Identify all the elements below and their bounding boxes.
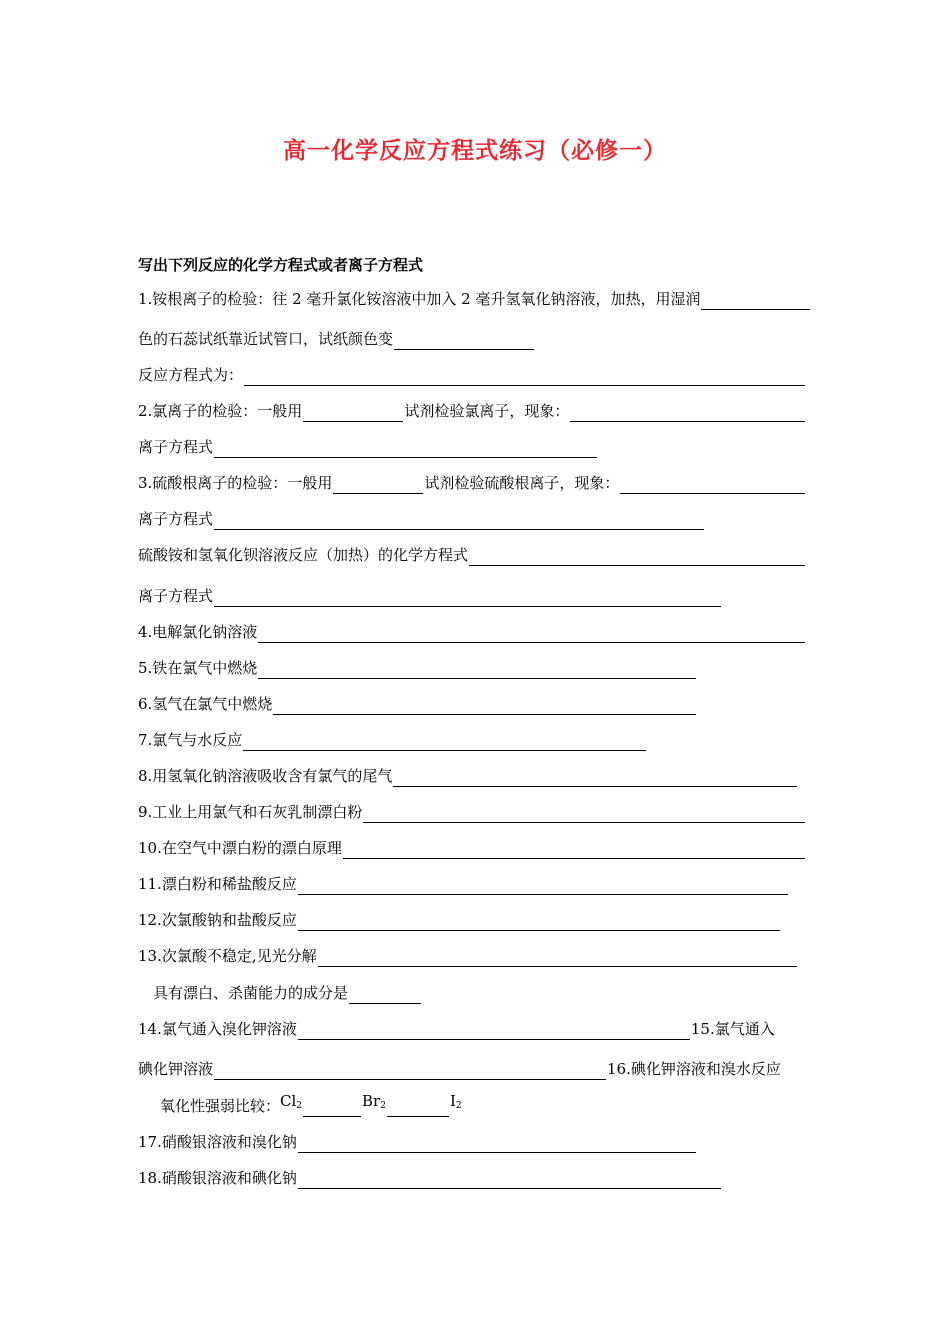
question-3-text-2: 试剂检验硫酸根离子，现象： (424, 474, 620, 492)
question-10 (138, 837, 806, 859)
answer-blank[interactable] (349, 987, 421, 1004)
answer-blank[interactable] (298, 1023, 690, 1040)
answer-blank[interactable] (387, 1100, 449, 1117)
question-11-text: 11.漂白粉和稀盐酸反应 (138, 875, 297, 893)
answer-blank[interactable] (469, 549, 805, 566)
question-2-text-2: 试剂检验氯离子，现象： (404, 402, 570, 420)
question-13-subtext: 具有漂白、杀菌能力的成分是 (153, 984, 349, 1002)
question-8 (138, 765, 798, 787)
question-18 (138, 1167, 722, 1189)
question-2-text: 2.氯离子的检验：一般用 (138, 402, 303, 420)
question-3-text-3: 硫酸铵和氢氧化钡溶液反应（加热）的化学方程式 (138, 546, 469, 564)
br-symbol: Br (362, 1092, 381, 1110)
page-title: 高一化学反应方程式练习（必修一） (283, 138, 667, 164)
question-2-line-1 (138, 400, 806, 422)
answer-blank[interactable] (214, 513, 704, 530)
answer-blank[interactable] (393, 770, 797, 787)
question-3-line-2 (138, 508, 705, 530)
question-3-line-1 (138, 472, 806, 494)
answer-blank[interactable] (343, 842, 805, 859)
question-2-line-2 (138, 436, 598, 458)
question-8-text: 8.用氢氧化钠溶液吸收含有氯气的尾气 (138, 767, 393, 785)
question-10-text: 10.在空气中漂白粉的漂白原理 (138, 839, 342, 857)
question-1-line-2 (138, 328, 535, 350)
question-18-text: 18.硝酸银溶液和碘化钠 (138, 1169, 297, 1187)
equation-label: 反应方程式为： (138, 366, 244, 384)
iodine-formula (450, 1090, 462, 1117)
answer-blank[interactable] (214, 441, 597, 458)
answer-blank[interactable] (318, 950, 797, 967)
answer-blank[interactable] (244, 369, 805, 386)
question-6 (138, 693, 697, 715)
answer-blank[interactable] (363, 806, 805, 823)
question-1-line-3 (138, 364, 806, 386)
question-16-text: 16.碘化钾溶液和溴水反应 (607, 1060, 781, 1078)
answer-blank[interactable] (570, 405, 805, 422)
question-3-text: 3.硫酸根离子的检验：一般用 (138, 474, 333, 492)
i-subscript: 2 (455, 1101, 462, 1111)
question-9 (138, 801, 806, 823)
question-6-text: 6.氢气在氯气中燃烧 (138, 695, 273, 713)
question-14-text: 14.氯气通入溴化钾溶液 (138, 1020, 297, 1038)
instruction-heading: 写出下列反应的化学方程式或者离子方程式 (138, 256, 424, 274)
answer-blank[interactable] (214, 1063, 606, 1080)
question-17 (138, 1131, 697, 1153)
answer-blank[interactable] (298, 878, 788, 895)
answer-blank[interactable] (258, 626, 805, 643)
answer-blank[interactable] (298, 914, 780, 931)
cl-symbol: Cl (280, 1092, 297, 1110)
answer-blank[interactable] (214, 590, 721, 607)
question-7-text: 7.氯气与水反应 (138, 731, 243, 749)
bromine-formula (362, 1090, 386, 1117)
question-3-line-3 (138, 544, 806, 566)
question-14-15 (138, 1018, 775, 1040)
question-5-text: 5.铁在氯气中燃烧 (138, 659, 258, 677)
question-13-text: 13.次氯酸不稳定,见光分解 (138, 947, 317, 965)
question-15-16 (138, 1058, 781, 1080)
oxidation-label: 氧化性强弱比较： (160, 1097, 281, 1115)
answer-blank[interactable] (394, 333, 534, 350)
question-11 (138, 873, 789, 895)
question-4-text: 4.电解氯化钠溶液 (138, 623, 258, 641)
question-9-text: 9.工业上用氯气和石灰乳制漂白粉 (138, 803, 363, 821)
chlorine-formula (280, 1090, 302, 1117)
answer-blank[interactable] (298, 1136, 696, 1153)
question-7 (138, 729, 647, 751)
answer-blank[interactable] (273, 698, 696, 715)
br-subscript: 2 (380, 1101, 386, 1111)
answer-blank[interactable] (620, 477, 805, 494)
question-1-text: 1.铵根离子的检验：往 2 毫升氯化铵溶液中加入 2 毫升氢氧化钠溶液，加热，用湿润 (138, 290, 701, 308)
question-15-text: 15.氯气通入 (690, 1020, 775, 1038)
question-1-line-1 (138, 288, 811, 310)
i-symbol: I (449, 1092, 456, 1110)
answer-blank[interactable] (701, 293, 810, 310)
ionic-equation-label: 离子方程式 (138, 587, 214, 605)
question-5 (138, 657, 697, 679)
question-12 (138, 909, 781, 931)
question-15-text-2: 碘化钾溶液 (138, 1060, 214, 1078)
answer-blank[interactable] (298, 1172, 721, 1189)
cl-subscript: 2 (296, 1101, 303, 1111)
question-1-text-2: 色的石蕊试纸靠近试管口，试纸颜色变 (138, 330, 394, 348)
question-13-sub (153, 982, 422, 1004)
question-4 (138, 621, 806, 643)
answer-blank[interactable] (258, 662, 696, 679)
ionic-equation-label: 离子方程式 (138, 510, 214, 528)
question-3-line-4 (138, 585, 722, 607)
answer-blank[interactable] (333, 477, 423, 494)
answer-blank[interactable] (303, 1100, 361, 1117)
question-13 (138, 945, 798, 967)
ionic-equation-label: 离子方程式 (138, 438, 214, 456)
question-12-text: 12.次氯酸钠和盐酸反应 (138, 911, 297, 929)
answer-blank[interactable] (243, 734, 646, 751)
answer-blank[interactable] (303, 405, 403, 422)
question-17-text: 17.硝酸银溶液和溴化钠 (138, 1133, 297, 1151)
oxidation-comparison (160, 1092, 462, 1117)
